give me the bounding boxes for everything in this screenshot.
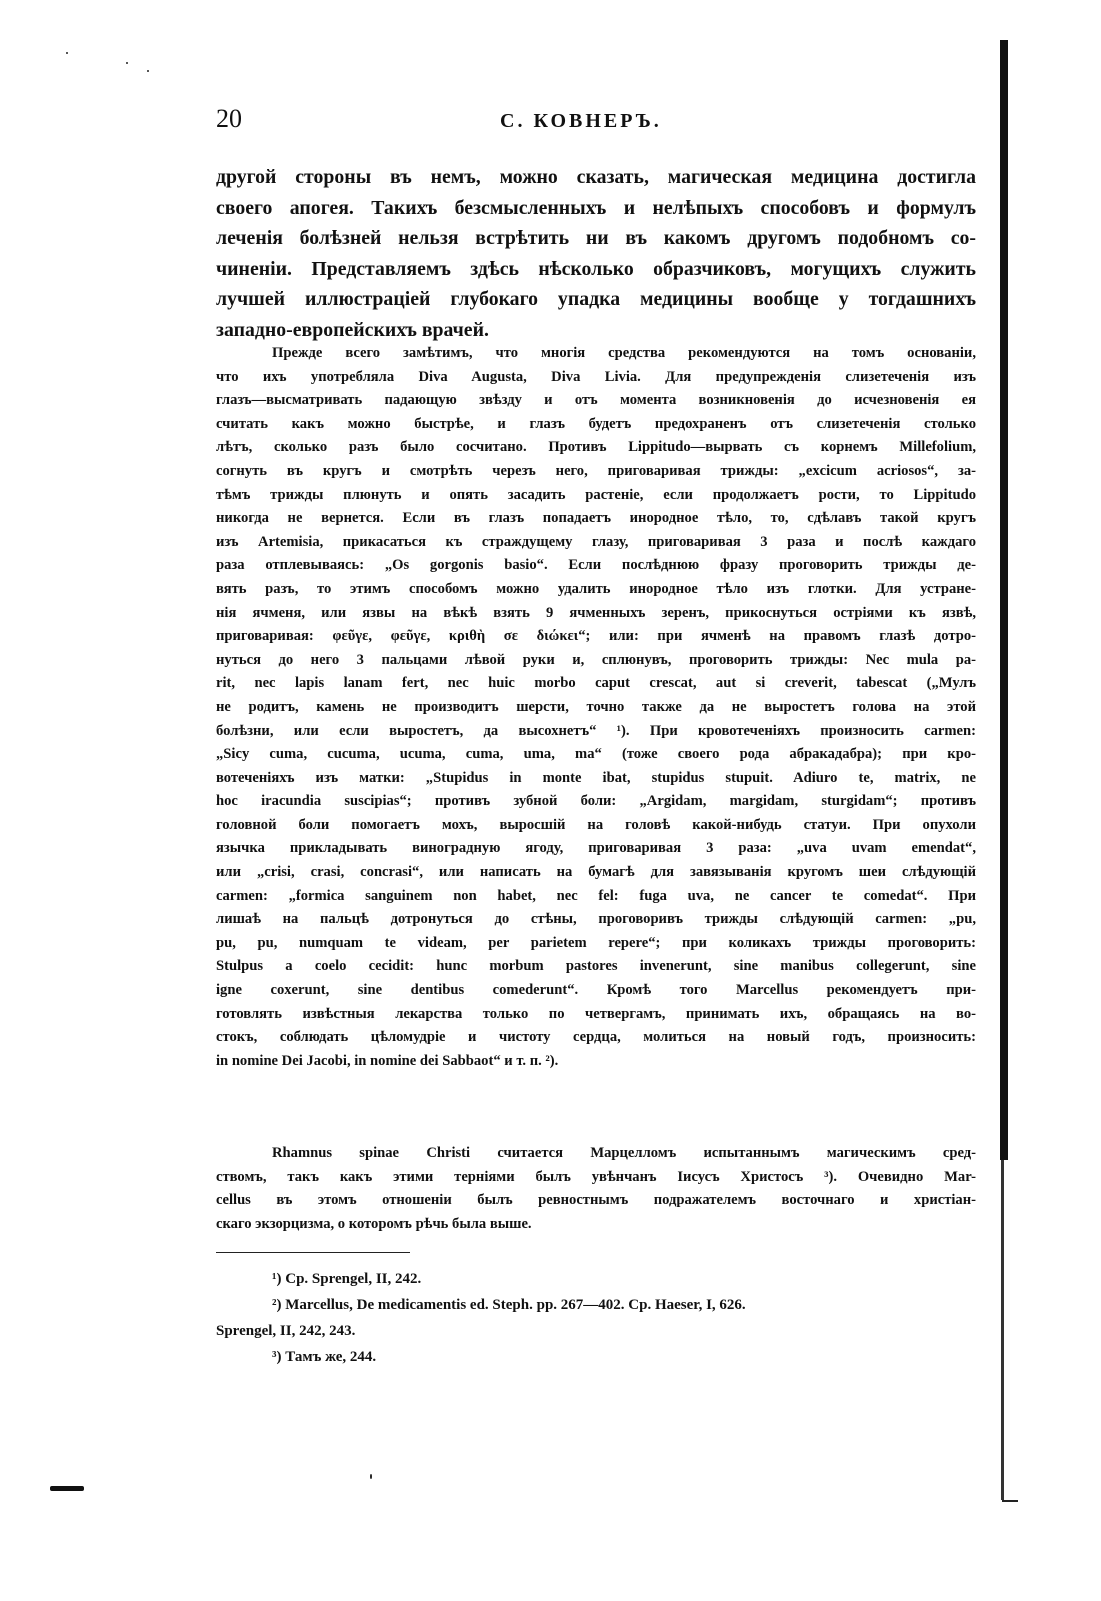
text-line: „Sicy cuma, cucuma, ucuma, cuma, uma, ma“ (тоже своего рода абракадабра); при кро- <box>216 746 976 763</box>
text-line: лучшей иллюстраціей глубокаго упадка медицины вообще у тогдашнихъ <box>216 288 976 310</box>
text-line: приговаривая: φεῦγε, φεῦγε, κριθὴ σε διώκει“; или: при ячменѣ на правомъ глазѣ дотро- <box>216 628 976 645</box>
body-paragraph-small-2 <box>216 1142 976 1236</box>
page-number: 20 <box>216 104 242 133</box>
text-line: hoc iracundia suscipias“; противъ зубной боли: „Argidam, margidam, sturgidam“; противъ <box>216 793 976 810</box>
text-line: скаго экзорцизма, о которомъ рѣчь была выше. <box>216 1215 532 1232</box>
text-line: Rhamnus spinae Christi считается Марцелломъ испытаннымъ магическимъ сред- <box>272 1145 976 1161</box>
text-line: нія ячменя, или язвы на вѣкѣ взять 9 ячменныхъ зеренъ, прикоснуться остріями къ язвѣ, <box>216 604 976 621</box>
text-line: леченія болѣзней нельзя встрѣтить ни въ какомъ другомъ подобномъ со- <box>216 227 976 249</box>
text-line: igne coxerunt, sine dentibus comederunt“. Кромѣ того Marcellus рекомендуетъ при- <box>216 982 976 999</box>
scan-speck <box>126 62 128 64</box>
text-line: вотеченіяхъ изъ матки: „Stupidus in monte ibat, stupidus stupuit. Adiuro te, matrix, ne <box>216 769 976 786</box>
text-line: carmen: „formica sanguinem non habet, nec fel: fuga uva, ne cancer te comedat“. При <box>216 887 976 904</box>
text-line: раза отплевываясь: „Os gorgonis basio“. Если послѣднюю фразу проговорить трижды де- <box>216 557 976 574</box>
text-line: вять разъ, то этимъ способомъ можно удалить инородное тѣло изъ глотки. Для устране- <box>216 580 976 597</box>
text-line: глазъ—высматривать падающую звѣзду и отъ момента возникновенія до исчезновенія ея <box>216 392 976 409</box>
scan-edge-mark <box>1002 1500 1018 1502</box>
text-line: не родитъ, камень не производитъ шерсти, точно также да не выростетъ голова на этой <box>216 698 976 715</box>
text-line: болѣзни, или если выростетъ, да высохнетъ“ ¹). При кровотеченіяхъ произносить carmen: <box>216 722 976 739</box>
text-line: головной боли помогаетъ мохъ, выросшій на головѣ какой-нибудь статуи. При опухоли <box>216 816 976 833</box>
footnote: Sprengel, II, 242, 243. <box>216 1323 356 1339</box>
text-line: cellus въ этомъ отношеніи былъ ревностнымъ подражателемъ восточнаго и христіан- <box>216 1192 976 1209</box>
text-line: западно-европейскихъ врачей. <box>216 318 489 341</box>
text-line: Stulpus a coelo cecidit: hunc morbum pastores invenerunt, sine manibus collegerunt, sine <box>216 958 976 975</box>
text-line: готовлять извѣстныя лекарства только по четвергамъ, принимать ихъ, обращаясь на во- <box>216 1005 976 1022</box>
text-line: Прежде всего замѣтимъ, что многія средства рекомендуются на томъ основаніи, <box>272 345 976 361</box>
text-line: чиненіи. Представляемъ здѣсь нѣсколько образчиковъ, могущихъ служить <box>216 257 976 280</box>
scan-speck <box>66 52 68 54</box>
body-paragraph-small-1 <box>216 342 976 1073</box>
text-line: язычка прикладывать виноградную ягоду, приговаривая 3 раза: „uva uvam emendat“, <box>216 840 976 857</box>
footnotes <box>216 1266 976 1370</box>
footnote: ²) Marcellus, De medicamentis ed. Steph. pp. 267—402. Cp. Haeser, I, 626. <box>272 1297 746 1313</box>
scan-edge-shadow <box>1000 40 1008 1160</box>
text-line: стокъ, соблюдать цѣломудріе и чистоту сердца, молиться на новый годъ, произносить: <box>216 1029 976 1046</box>
text-line: считать какъ можно быстрѣе, и глазъ будетъ предохраненъ отъ слизетеченія столько <box>216 415 976 432</box>
scan-margin-mark <box>50 1486 84 1491</box>
scan-speck <box>147 70 149 72</box>
footnote: ³) Тамъ же, 244. <box>272 1349 377 1365</box>
scan-speck <box>370 1474 372 1479</box>
text-line: своего апогея. Такихъ безсмысленныхъ и нелѣпыхъ способовъ и формулъ <box>216 196 976 219</box>
text-line: лишаѣ на пальцѣ дотронуться до стѣны, проговоривъ трижды слѣдующій carmen: „pu, <box>216 911 976 928</box>
text-line: rit, nec lapis lanam fert, nec huic morbo caput crescat, aut si creverit, tabescat („Мулъ <box>216 675 976 692</box>
footnote-rule <box>216 1252 410 1253</box>
text-line: нуться до него 3 пальцами лѣвой руки и, сплюнувъ, проговорить трижды: Nec mula pa- <box>216 651 976 668</box>
footnote: ¹) Cp. Sprengel, II, 242. <box>272 1271 422 1287</box>
text-line: что ихъ употребляла Diva Augusta, Diva Livia. Для предупрежденія слизетеченія изъ <box>216 368 976 385</box>
text-line: никогда не вернется. Если въ глазъ попадаетъ инородное тѣло, то, сдѣлавъ такой кругъ <box>216 510 976 527</box>
text-line: изъ Artemisia, прикасаться къ страждущему глазу, приговаривая 3 раза и послѣ каждаго <box>216 533 976 550</box>
text-line: тѣмъ трижды плюнуть и опять засадить растеніе, если продолжаетъ рости, то Lippitudo <box>216 486 976 503</box>
text-line: лѣтъ, сколько разъ было сосчитано. Противъ Lippitudo—вырвать съ корнемъ Millefolium, <box>216 439 976 456</box>
text-line: или „crisi, crasi, concrasi“, или написать на бумагѣ для завязыванія кругомъ шеи слѣдующій <box>216 864 976 881</box>
text-line: согнуть въ кругъ и смотрѣть черезъ него, приговаривая трижды: „excicum acriosos“, за- <box>216 462 976 479</box>
running-head: С. КОВНЕРЪ. <box>500 110 662 132</box>
body-paragraph-large <box>216 162 976 345</box>
scan-edge-line <box>1001 1160 1004 1500</box>
text-line: in nomine Dei Jacobi, in nomine dei Sabbaot“ и т. п. ²). <box>216 1052 559 1069</box>
text-line: ствомъ, такъ какъ этими терніями былъ увѣнчанъ Іисусъ Христосъ ³). Очевидно Mar- <box>216 1168 976 1185</box>
text-line: pu, pu, numquam te videam, per parietem repere“; при коликахъ трижды проговорить: <box>216 934 976 951</box>
text-line: другой стороны въ немъ, можно сказать, магическая медицина достигла <box>216 166 976 188</box>
